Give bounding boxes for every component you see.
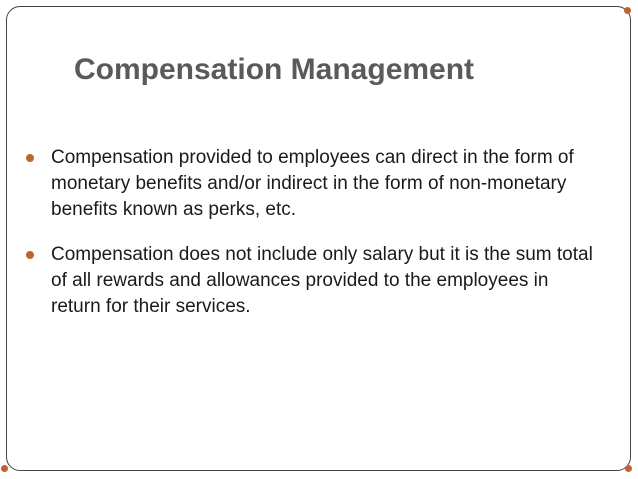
bullet-text: Compensation does not include only salary but it is the sum total of all rewards and allowances provided to the employees in return for their services. [51, 244, 593, 317]
corner-dot-top-right [624, 7, 631, 14]
bullet-item [22, 242, 602, 320]
bullet-dot-icon [26, 251, 34, 259]
bullet-dot-icon [26, 154, 34, 162]
corner-dot-bottom-right [625, 465, 632, 472]
bullet-text: Compensation provided to employees can direct in the form of monetary benefits and/or indirect in the form of non-monetary benefits known as perks, etc. [51, 147, 574, 220]
bullet-item [22, 145, 602, 223]
slide-title: Compensation Management [74, 53, 475, 86]
bullet-list [22, 145, 602, 320]
corner-dot-bottom-left [1, 465, 8, 472]
